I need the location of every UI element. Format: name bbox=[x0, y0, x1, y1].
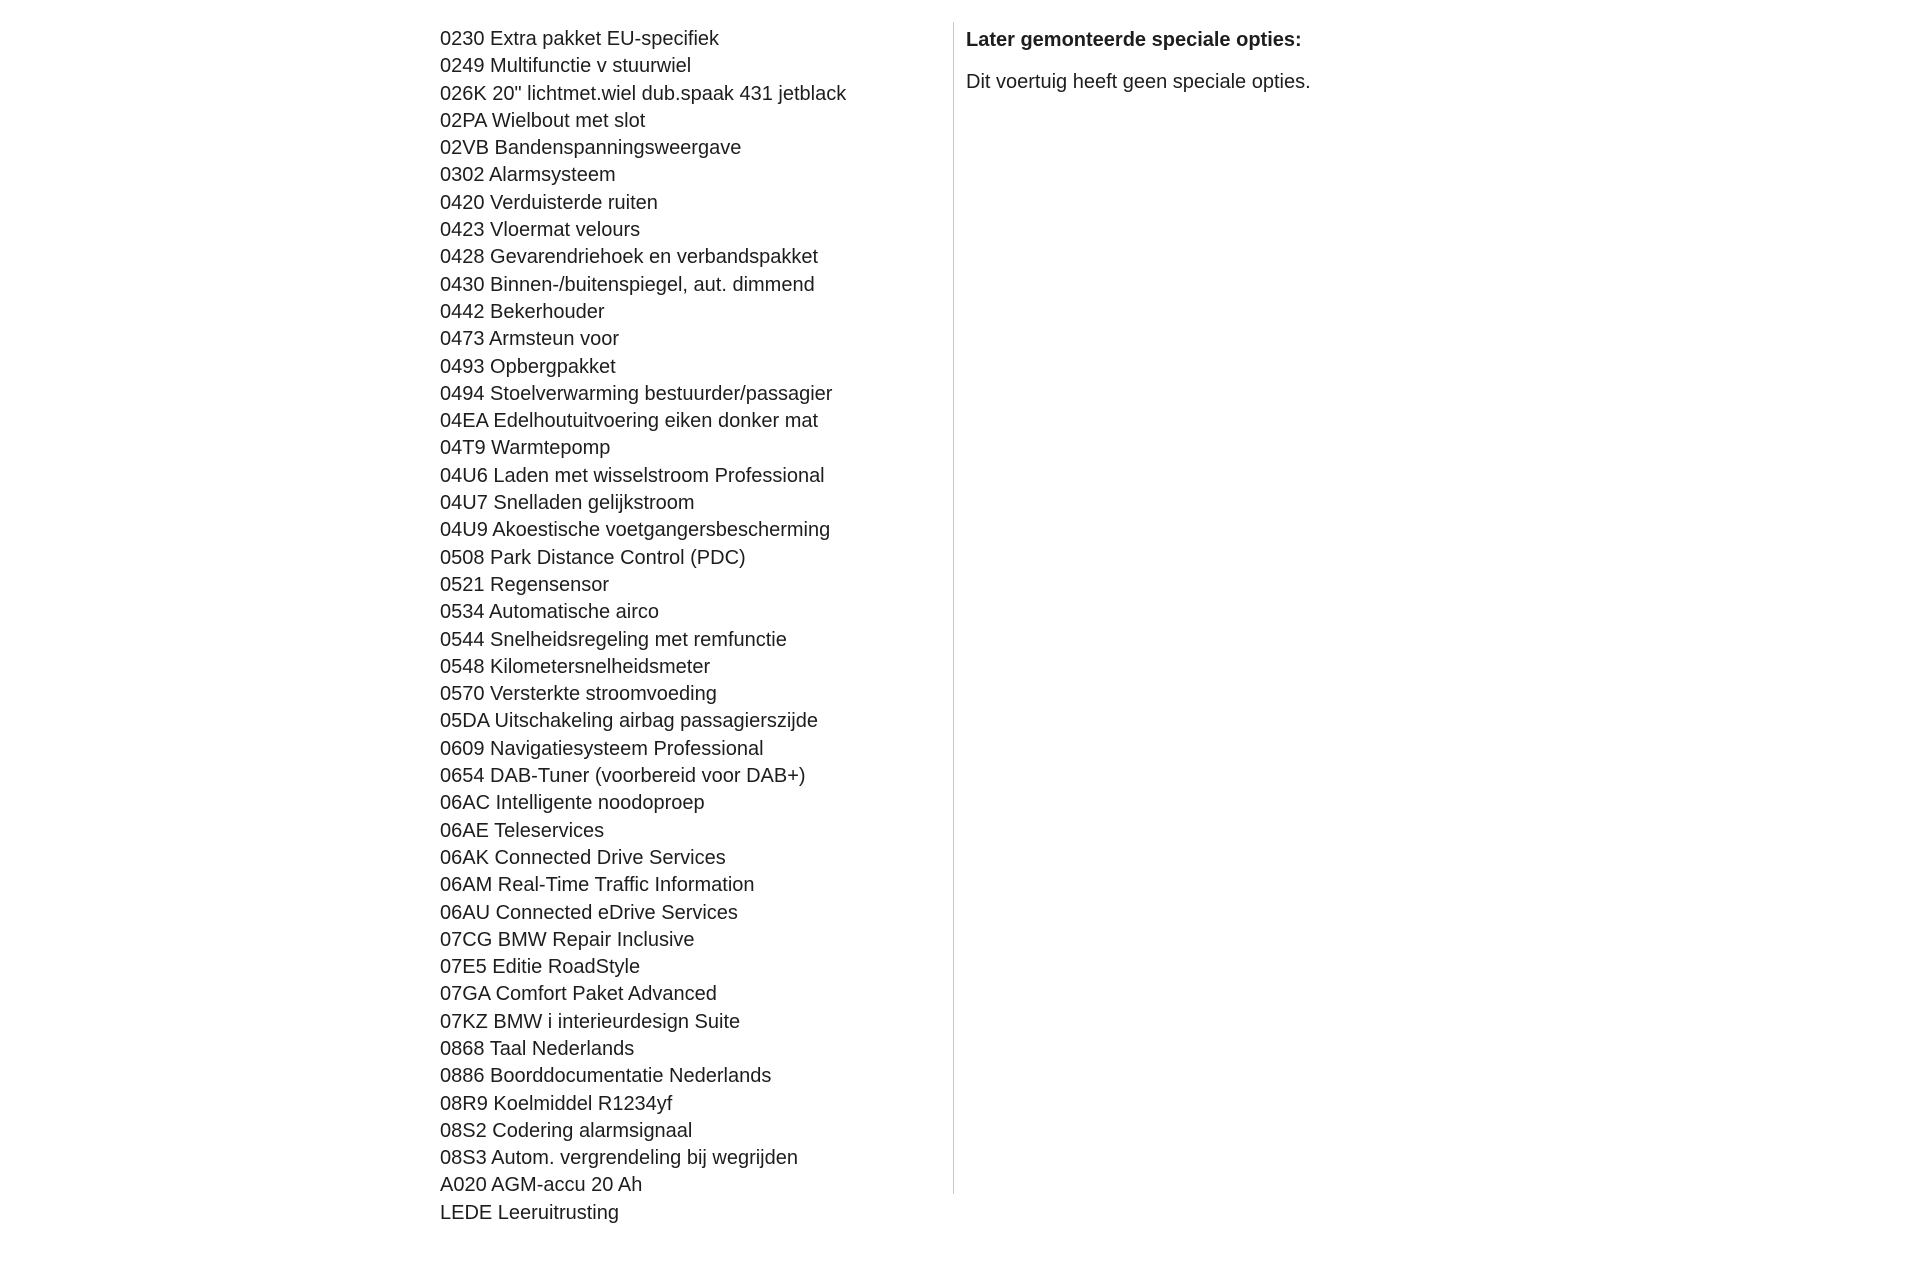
option-list-item: 0420 Verduisterde ruiten bbox=[440, 191, 658, 214]
option-list-item: 0886 Boorddocumentatie Nederlands bbox=[440, 1065, 772, 1088]
option-list-item: 04U9 Akoestische voetgangersbescherming bbox=[440, 519, 831, 542]
option-list-item: 0430 Binnen-/buitenspiegel, aut. dimmend bbox=[440, 273, 815, 296]
option-list-item: 02PA Wielbout met slot bbox=[440, 109, 646, 132]
option-list-item: 0473 Armsteun voor bbox=[440, 328, 619, 351]
option-list-item: 07KZ BMW i interieurdesign Suite bbox=[440, 1010, 741, 1033]
option-list-item: 0508 Park Distance Control (PDC) bbox=[440, 546, 746, 569]
option-list-item: 08S3 Autom. vergrendeling bij wegrijden bbox=[440, 1147, 798, 1170]
option-list-item: 04U7 Snelladen gelijkstroom bbox=[440, 492, 695, 515]
option-list-item: 04U6 Laden met wisselstroom Professional bbox=[440, 464, 825, 487]
option-list-item: 0609 Navigatiesysteem Professional bbox=[440, 737, 764, 760]
option-list-item: 0423 Vloermat velours bbox=[440, 219, 641, 242]
option-list-item: 0534 Automatische airco bbox=[440, 601, 660, 624]
option-list-item: 0493 Opbergpakket bbox=[440, 355, 616, 378]
option-list-item: 08R9 Koelmiddel R1234yf bbox=[440, 1092, 673, 1115]
option-list-item: 0230 Extra pakket EU-specifiek bbox=[440, 28, 720, 50]
option-list-item: 06AM Real-Time Traffic Information bbox=[440, 874, 755, 897]
option-lines-container bbox=[440, 22, 945, 1227]
special-options-heading: Later gemonteerde speciale opties: bbox=[966, 29, 1302, 51]
option-list-item: 0494 Stoelverwarming bestuurder/passagier bbox=[440, 382, 833, 405]
option-list-item: 0868 Taal Nederlands bbox=[440, 1037, 635, 1060]
option-list-item: 0570 Versterkte stroomvoeding bbox=[440, 683, 717, 706]
option-list-item: 0428 Gevarendriehoek en verbandspakket bbox=[440, 246, 819, 269]
option-list-item: 07GA Comfort Paket Advanced bbox=[440, 983, 717, 1006]
option-list-item: 02VB Bandenspanningsweergave bbox=[440, 137, 742, 160]
column-divider bbox=[953, 22, 954, 1194]
option-list-item: 06AK Connected Drive Services bbox=[440, 846, 726, 869]
option-list-item: 0521 Regensensor bbox=[440, 573, 610, 596]
option-list-item: 06AC Intelligente noodoproep bbox=[440, 792, 705, 815]
option-list-item: 0654 DAB-Tuner (voorbereid voor DAB+) bbox=[440, 765, 806, 788]
option-list-item: 0302 Alarmsysteem bbox=[440, 164, 616, 187]
option-list-item: 06AU Connected eDrive Services bbox=[440, 901, 738, 924]
option-list-item: 08S2 Codering alarmsignaal bbox=[440, 1119, 693, 1142]
option-list-item: 07E5 Editie RoadStyle bbox=[440, 956, 641, 979]
option-list-item: 0544 Snelheidsregeling met remfunctie bbox=[440, 628, 787, 651]
special-options-section bbox=[966, 26, 1566, 96]
option-list-item: A020 AGM-accu 20 Ah bbox=[440, 1174, 643, 1197]
option-list-item: 0249 Multifunctie v stuurwiel bbox=[440, 55, 692, 78]
option-list-item: 04EA Edelhoutuitvoering eiken donker mat bbox=[440, 410, 819, 433]
option-list-item: 026K 20" lichtmet.wiel dub.spaak 431 jetblack bbox=[440, 82, 847, 105]
option-list-item: 04T9 Warmtepomp bbox=[440, 437, 611, 460]
option-list-item: 06AE Teleservices bbox=[440, 819, 605, 842]
option-list-item: 0548 Kilometersnelheidsmeter bbox=[440, 655, 711, 678]
option-list-item: LEDE Leeruitrusting bbox=[440, 1201, 619, 1224]
option-list-item: 05DA Uitschakeling airbag passagierszijde bbox=[440, 710, 818, 733]
option-list-item: 0442 Bekerhouder bbox=[440, 300, 605, 323]
standard-options-list bbox=[440, 22, 945, 1224]
special-options-text: Dit voertuig heeft geen speciale opties. bbox=[966, 71, 1311, 93]
option-list-item: 07CG BMW Repair Inclusive bbox=[440, 928, 695, 951]
